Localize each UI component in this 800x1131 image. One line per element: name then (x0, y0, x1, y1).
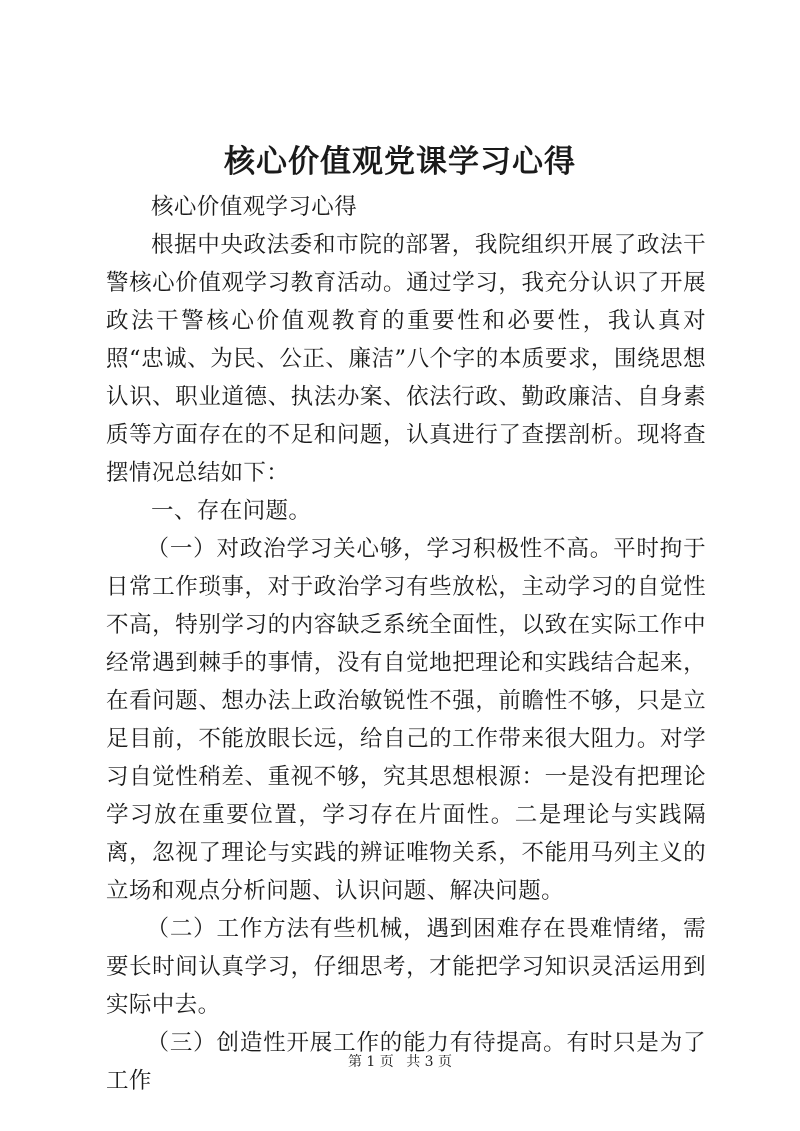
page-number: 第 1 页 (347, 1054, 394, 1070)
page-footer (0, 1052, 800, 1072)
document-body (106, 188, 706, 1100)
issue-paragraph-1: （一）对政治学习关心够，学习积极性不高。平时拘于日常工作琐事，对于政治学习有些放松，主动学习的自觉性不高，特别学习的内容缺乏系统全面性，以致在实际工作中经常遇到棘手的事情，没有自觉地把理论和实践结合起来，在看问题、想办法上政治敏锐性不强，前瞻性不够，只是立足目前，不能放眼长远，给自己的工作带来很大阻力。对学习自觉性稍差、重视不够，究其思想根源：一是没有把理论学习放在重要位置，学习存在片面性。二是理论与实践隔离，忽视了理论与实践的辨证唯物关系，不能用马列主义的立场和观点分析问题、认识问题、解决问题。 (106, 536, 706, 904)
page-total: 共 3 页 (406, 1054, 453, 1070)
section-heading: 一、存在问题。 (151, 498, 312, 524)
document-title: 核心价值观党课学习心得 (224, 144, 576, 180)
issue-paragraph-2: （二）工作方法有些机械，遇到困难存在畏难情绪，需要长时间认真学习，仔细思考，才能把学习知识灵活运用到实际中去。 (106, 916, 706, 1018)
issue-paragraph-3: （三）创造性开展工作的能力有待提高。有时只是为了工作 (106, 1030, 706, 1094)
subtitle-paragraph: 核心价值观学习心得 (151, 194, 358, 220)
intro-paragraph: 根据中央政法委和市院的部署，我院组织开展了政法干警核心价值观学习教育活动。通过学习，我充分认识了开展政法干警核心价值观教育的重要性和必要性，我认真对照“忠诚、为民、公正、廉洁”八个字的本质要求，围绕思想认识、职业道德、执法办案、依法行政、勤政廉洁、自身素质等方面存在的不足和问题，认真进行了查摆剖析。现将查摆情况总结如下： (106, 232, 706, 486)
